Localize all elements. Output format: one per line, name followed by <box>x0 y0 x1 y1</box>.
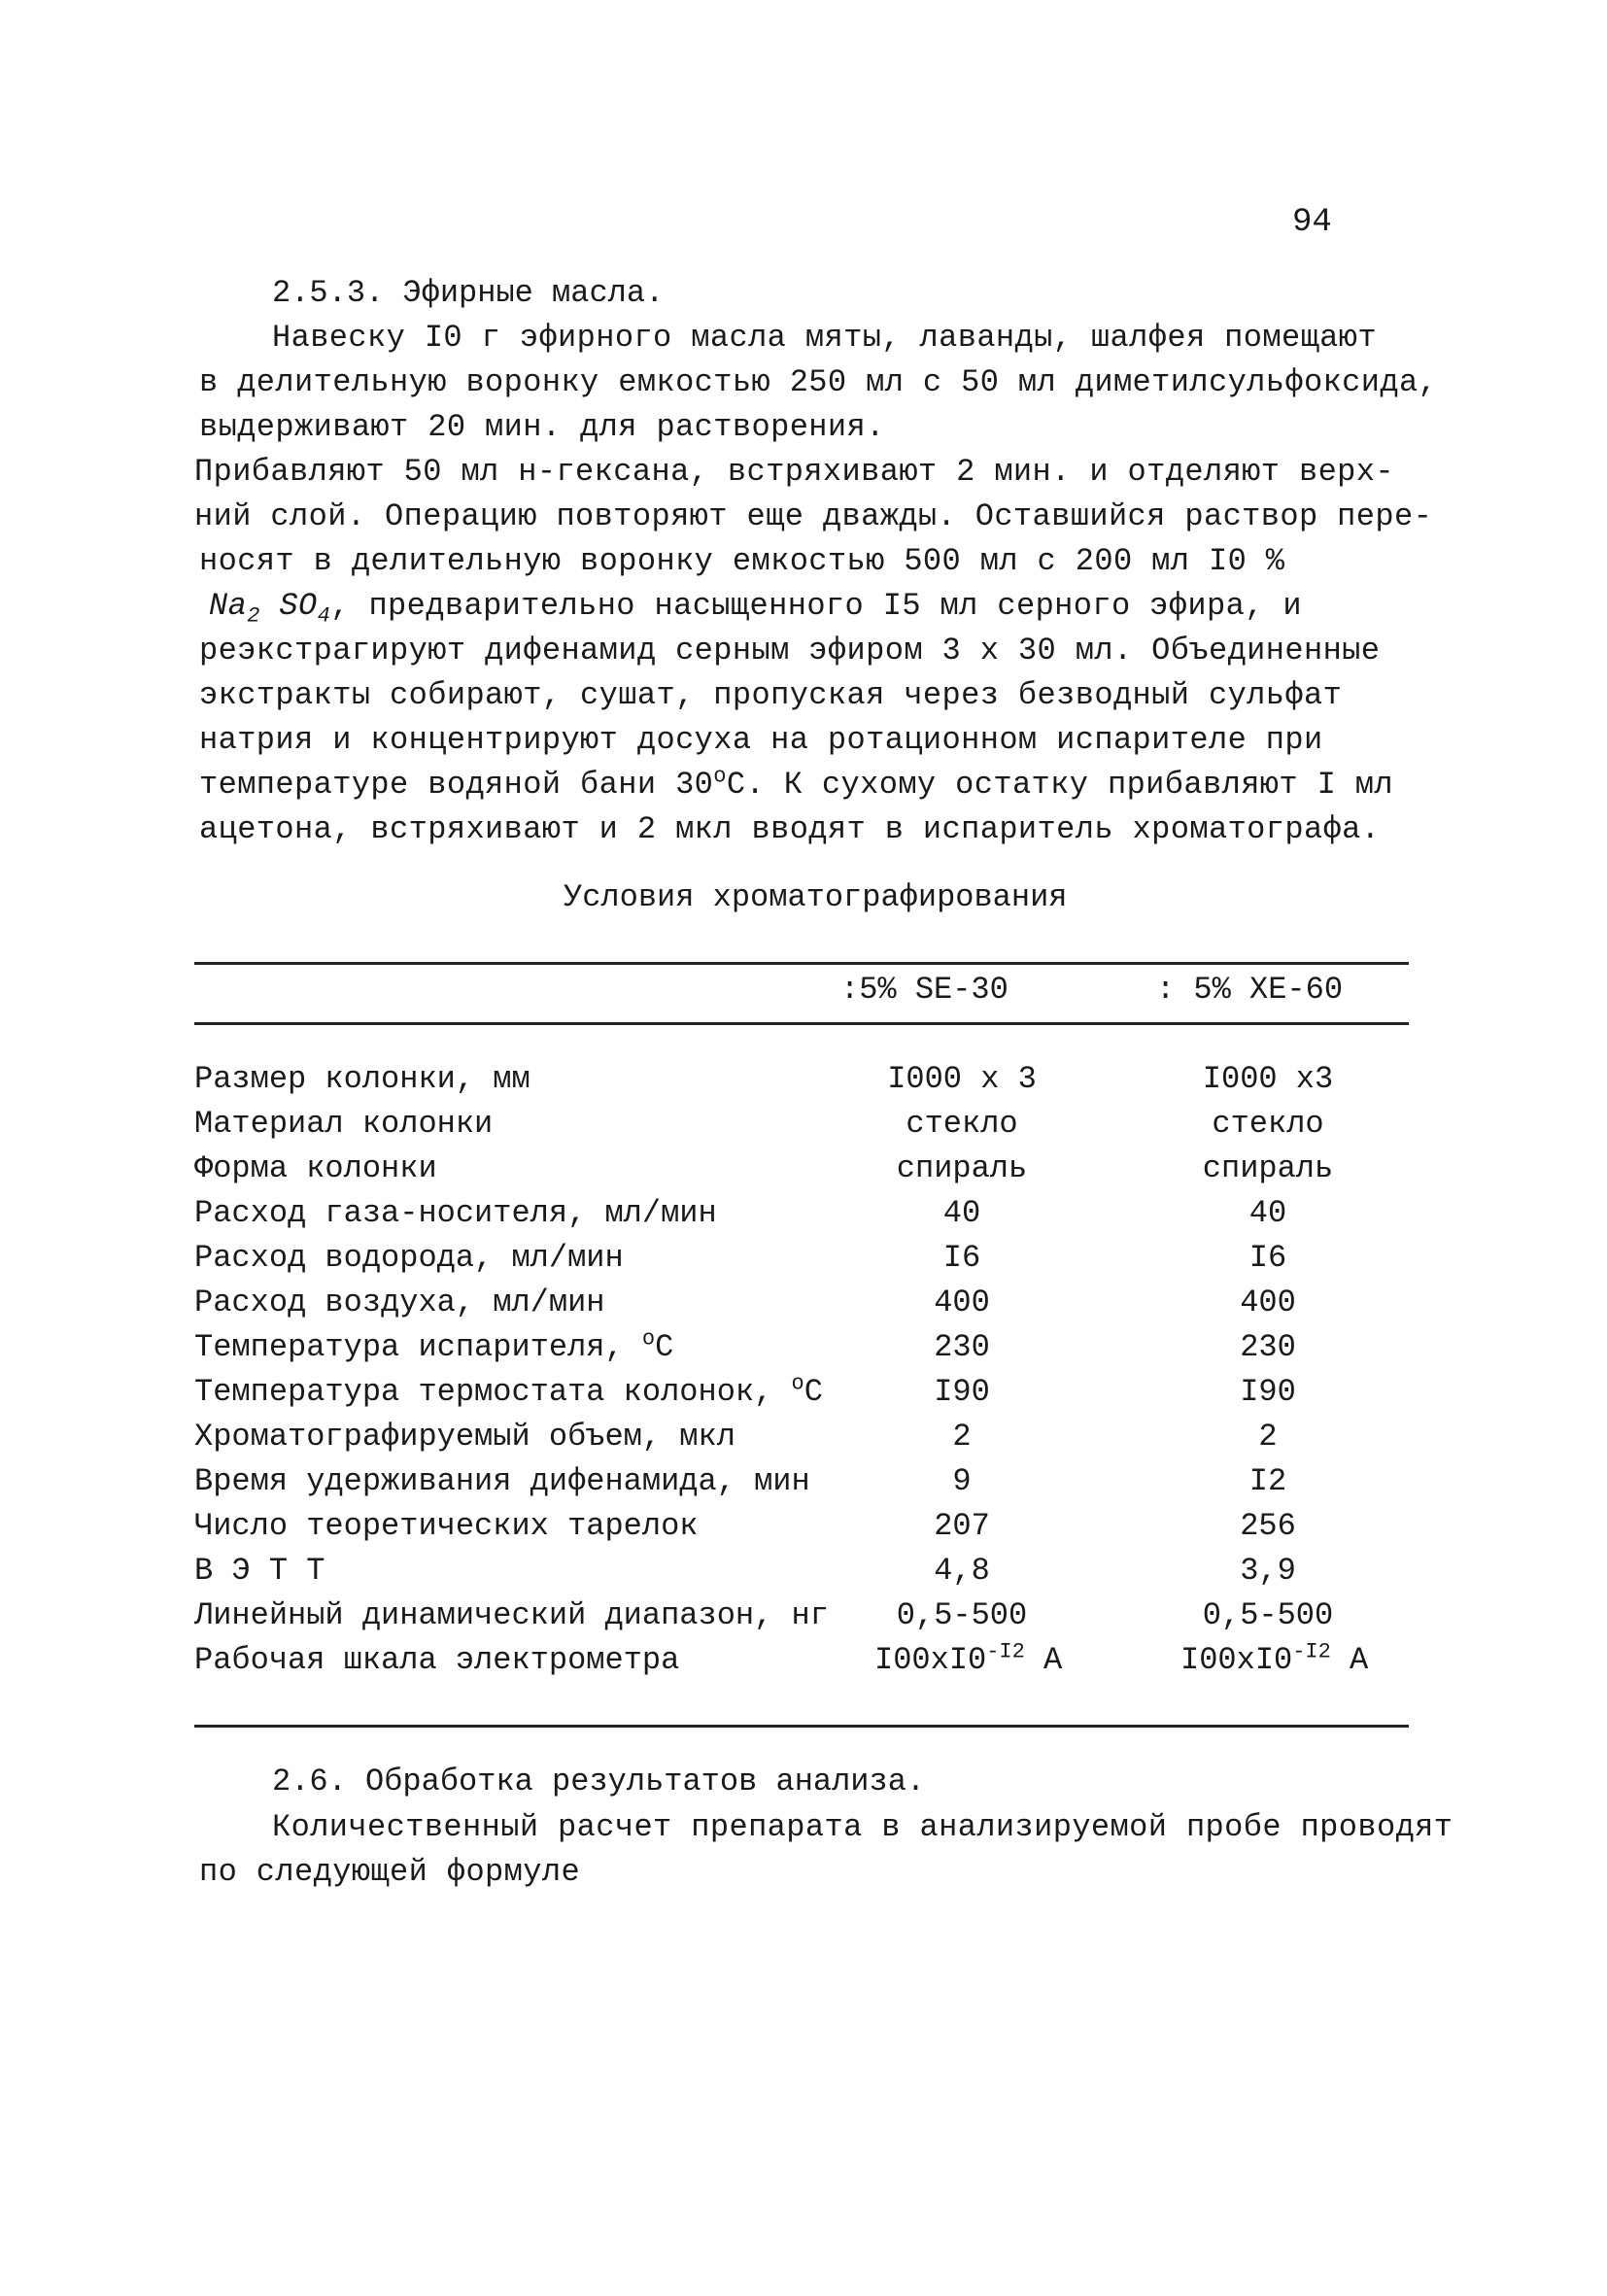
table-cell-col2: $I00хI0^{-I2}$ А <box>1180 1639 1369 1678</box>
table-cell-col1: 207 <box>934 1508 990 1544</box>
table-cell-col1: 9 <box>952 1463 972 1499</box>
section-2-6-line-2: по следующей формуле <box>199 1854 581 1890</box>
table-row-label: Линейный динамический диапазон, нг <box>194 1597 829 1633</box>
table-cell-col1: стекло <box>906 1106 1018 1142</box>
table-cell-col2: 2 <box>1258 1419 1278 1455</box>
table-cell-col1: 2 <box>952 1419 972 1455</box>
na2so4-formula: $Na_2$ $SO_4$ <box>209 588 331 629</box>
paragraph-line-7: $Na_2$ $SO_4$, предварительно насыщенного I5 мл серного эфира, и <box>209 588 1303 629</box>
table-row-label: Рабочая шкала электрометра <box>194 1642 680 1678</box>
table-cell-col1: 230 <box>934 1329 990 1365</box>
table-title: Условия хроматографирования <box>564 879 1068 915</box>
table-row-label: Число теоретических тарелок <box>194 1508 699 1544</box>
table-top-rule <box>194 962 1409 965</box>
table-cell-col1: I90 <box>934 1374 990 1410</box>
table-cell-col2: 0,5-500 <box>1202 1597 1334 1633</box>
table-cell-col1: I000 х 3 <box>887 1061 1037 1097</box>
paragraph-line-8: реэкстрагируют дифенамид серным эфиром 3 х 30 мл. Объединенные <box>199 633 1381 668</box>
section-2-6-line-1: Количественный расчет препарата в анализируемой пробе проводят <box>272 1809 1453 1845</box>
section-heading-2-6: 2.6. Обработка результатов анализа. <box>272 1764 926 1799</box>
table-row-label: Расход газа-носителя, мл/мин <box>194 1195 717 1231</box>
table-row-label: В Э Т Т <box>194 1553 325 1589</box>
paragraph-line-10: натрия и концентрируют досуха на ротационном испарителе при <box>199 722 1323 758</box>
table-row-label: Расход воздуха, мл/мин <box>194 1285 605 1320</box>
table-cell-col1: 0,5-500 <box>896 1597 1028 1633</box>
table-row-label: Температура испарителя, $^о$С <box>194 1326 674 1365</box>
table-row-label: Хроматографируемый объем, мкл <box>194 1419 735 1455</box>
table-header-col1: :5% SE-30 <box>840 972 1009 1008</box>
paragraph-line-2: в делительную воронку емкостью 250 мл с 50 мл диметилсульфоксида, <box>199 364 1438 400</box>
paragraph-line-12: ацетона, встряхивают и 2 мкл вводят в испаритель хроматографа. <box>199 811 1381 847</box>
table-cell-col1: I6 <box>942 1240 981 1276</box>
table-header-col2: : 5% XE-60 <box>1156 972 1344 1008</box>
table-cell-col2: 3,9 <box>1240 1553 1296 1589</box>
table-cell-col1: 40 <box>942 1195 981 1231</box>
table-cell-col2: 40 <box>1248 1195 1287 1231</box>
table-cell-col1: 4,8 <box>934 1553 990 1589</box>
table-header-rule <box>194 1022 1409 1025</box>
table-cell-col1: спираль <box>896 1150 1028 1186</box>
paragraph-line-6: носят в делительную воронку емкостью 500 мл с 200 мл I0 % <box>199 543 1285 579</box>
paragraph-line-4: Прибавляют 50 мл н-гексана, встряхивают 2 мин. и отделяют верх- <box>194 454 1394 490</box>
table-row-label: Форма колонки <box>194 1150 437 1186</box>
paragraph-line-11: температуре водяной бани $30^оС$. К сухому остатку прибавляют I мл <box>199 764 1394 803</box>
section-heading-2-5-3: 2.5.3. Эфирные масла. <box>272 275 665 311</box>
table-cell-col2: стекло <box>1212 1106 1324 1142</box>
table-row-label: Размер колонки, мм <box>194 1061 530 1097</box>
table-cell-col2: I000 х3 <box>1202 1061 1334 1097</box>
paragraph-line-5: ний слой. Операцию повторяют еще дважды. Оставшийся раствор пере- <box>194 498 1433 534</box>
table-cell-col2: I6 <box>1248 1240 1287 1276</box>
table-cell-col1: $I00хI0^{-I2}$ А <box>874 1639 1063 1678</box>
table-cell-col1: 400 <box>934 1285 990 1320</box>
paragraph-line-1: Навеску I0 г эфирного масла мяты, лаванды, шалфея помещают <box>272 320 1377 356</box>
table-cell-col2: 256 <box>1240 1508 1296 1544</box>
table-row-label: Время удерживания дифенамида, мин <box>194 1463 810 1499</box>
table-cell-col2: I2 <box>1248 1463 1287 1499</box>
table-row-label: Расход водорода, мл/мин <box>194 1240 624 1276</box>
table-row-label: Температура термостата колонок, $^о$С <box>194 1371 823 1410</box>
table-cell-col2: 230 <box>1240 1329 1296 1365</box>
table-bottom-rule <box>194 1725 1409 1728</box>
table-cell-col2: спираль <box>1202 1150 1334 1186</box>
paragraph-line-3: выдерживают 20 мин. для растворения. <box>199 409 885 445</box>
table-cell-col2: 400 <box>1240 1285 1296 1320</box>
table-cell-col2: I90 <box>1240 1374 1296 1410</box>
table-row-label: Материал колонки <box>194 1106 494 1142</box>
paragraph-line-9: экстракты собирают, сушат, пропуская через безводный сульфат <box>199 677 1343 713</box>
page-number: 94 <box>1292 204 1332 241</box>
